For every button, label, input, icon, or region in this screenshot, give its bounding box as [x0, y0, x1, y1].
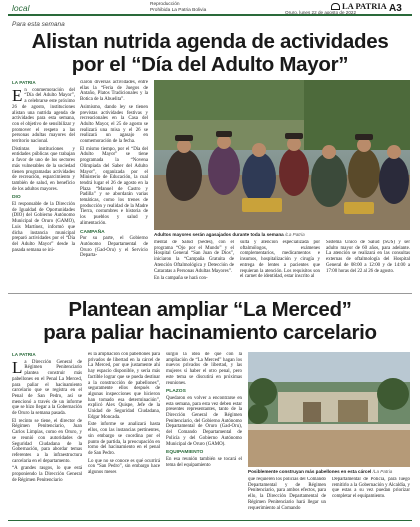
story1-dropcap: E [12, 85, 23, 105]
story2-column-5: Departamental de Policía, para luego remitirlo a la Gobernación y Alcaldía, y que estas a su vez puedan priorizar completar el equipamiento. [332, 477, 410, 500]
story2-headline-line2: para paliar hacinamiento carcelario [43, 321, 377, 344]
story1-column-4: sulta y atención especializada por oftalmólogos, exámenes complementarios, medicamentos e insumos, hospitalización y cirugía y entrega de lentes a pacientes que requieran la atención. Los requisitos son el carnet de identidad, estar inscrito al [240, 240, 320, 280]
story1-headline-line1: Alistan nutrida agenda de actividades [31, 30, 389, 53]
story2-column-3: surgió la idea de que con la ampliación de “La Merced” hagan los nuevos privados de libertad, y las mujeres sí haber el otro penal, pero este tema se discutirá en próximas reuniones. PLAZOS Quedaron en volver a encontrarse en esta semana, para esta vez deben estar presentes representantes, tanto de la Dirección General de Régimen Penitenciario, del Gobierno Autónomo Departamental de Oruro (Gad-Oru), del Comando Departamental de Policía y del Gobierno Autónomo Municipal de Oruro (GAMO). EQUIPAMIENTO En esa reunión también se tocará el tema del equipamiento [166, 352, 242, 468]
story2-subhead-equipamiento: EQUIPAMIENTO [166, 450, 204, 456]
masthead-mark-icon [331, 3, 340, 10]
masthead-logo: LA PATRIA [331, 1, 387, 11]
story-divider [8, 293, 412, 294]
story1-column-5: Sistema Único de Salud (SUS) y ser adulto mayor de 60 años, para adelante. La atención se realizará en las consultas externas de oftalmología del Hospital General de 08:00 a 12:00 y de 14:00 a 17:00 horas del 22 al 26 de agosto. [326, 240, 410, 274]
story2-photo-caption: Posiblemente construyan más pabellones en esta cárcel /La Patria [248, 469, 393, 474]
reproduction-notice: Reproducción Prohibida La Patria Bolivia [150, 2, 207, 13]
story1-column-2: ciaron diversas actividades, entre ellas la “Feria de Juegos de Antaño, Platos Tradicionales y la Botica de la Abuelita”. Asimismo, dando ley se tienen previstas actividades festivas y recreacionales en la Casa del Adulto Mayor, el 25 de agosto se realizará una misa y el 26 se realizará un agasajo en conmemoración de la fecha. El mismo tiempo, por el “Día del Adulto Mayor” se tiene programada la “Novena Olimpiada del Saber del Adulto Mayor”, organizada por el Ministerio de Educación, la cual tendrá lugar el 26 de agosto en la Plaza “Manuel de Castro y Padilla” y se abordarán varias temáticas, como los trenes de producción y realidad de la Madre Tierra, costumbres e historia de los pueblos y salud y alimentación. CAMPAÑA Por su parte, el Gobierno Autónomo Departamental de Oruro (Gad-Oru) y el Servicio Departa- [80, 80, 148, 259]
story1-subhead-campana: CAMPAÑA [80, 229, 105, 235]
story2-column-4: que requieren los policías del Comando Departamental y de Régimen Penitenciario, para ambos efectos, para ello, la Dirección Departamental de Régimen Penitenciario hará llegar un requerimiento al Comando [248, 477, 326, 511]
story1-subhead-dio: DIO [12, 195, 21, 201]
story2-subhead-plazos: PLAZOS [166, 389, 186, 395]
issue-date: Oruro, lunes 22 de agosto de 2022 [285, 10, 356, 15]
bottom-rule [8, 520, 412, 521]
story2-column-2: es la ampliación con pabellones para privados de libertad en la cárcel de La Merced, por que justamente ahí hay espacio disponible, y sería más factible lograr que se pueda destinar a la construcción de pabellones”, seguramente ellos después de algunas inspecciones que hicieron han tomado esa determinación”, explicó Alex Quispe, Jefe de la Unidad de Seguridad Ciudadana, Edgar Moncada. Este informe se analizará hasta ellos, con las instancias pertinentes, sin embargo se coordina por el punto de partida, la preocupación en torno del hacinamiento en el penal de San Pedro. Lo que no se conoce es qué ocurrirá con “San Pedro”, sin embargo hace algunos meses [88, 352, 160, 476]
story2-byline: LA PATRIA [12, 352, 36, 357]
story1-kicker: Para esta semana [12, 21, 65, 28]
top-rule [8, 14, 412, 16]
story2-column-1: LA PATRIA L a Dirección General de Régimen Penitenciario plantea construir más pabellones en el Penal La Merced, para paliar el hacinamiento carcelario que se registra en el Penal de San Pedro, así se mencionó a través de un informe que se hizo llegar a la Gobernación de Oruro la semana pasada. El recinto se tiene, el director de Régimen Penitenciario, Juan Carlos Limpias, como en Oruro, y se reunió con autoridades de Seguridad Ciudadana de la Gobernación, para abordar temas referentes a la infraestructura carcelaria en el departamento. “A grandes rasgos, lo que está proponiendo la Dirección General de Régimen Penitenciario [12, 352, 82, 483]
story1-column-3: mental de Salud (Sedes), con el programa “Ojo por el Mundo” y el Hospital General “San Juan de Dios”, iniciaron la “Campaña Gratuita de Atención Oftalmológica y Detección de Cataratas a Personas Adultas Mayores”. En la campaña se hará con- [154, 240, 234, 282]
story1-photo [154, 80, 410, 230]
story1-photo-caption: Adultos mayores serán agasajados durante toda la semana /La Patria [154, 232, 305, 237]
story1-byline: LA PATRIA [12, 80, 36, 85]
story2-photo [248, 352, 410, 467]
story2-headline-line1: Plantean ampliar “La Merced” [68, 298, 352, 321]
page-number: A3 [389, 3, 402, 14]
story1-column-1: LA PATRIA E n conmemoración del “Día del Adulto Mayor”, a celebrarse este próximo 26 de agosto, instituciones alistan una nutrida agenda de actividades para esta semana, con el objetivo de sensibilizar y promover el respeto a las personas adultas mayores del territorio nacional. Distintas instituciones y entidades públicas que trabajan a favor de uno de los sectores más vulnerables de la sociedad tienen programadas actividades de recreación, esparcimiento y también de salud, en beneficio de los adultos mayores. DIO El responsable de la Dirección de Igualdad de Oportunidades (DIO) del Gobierno Autónomo Municipal de Oruro (GAMO), Luis Martínez, informó que dicha instancia municipal preparó actividades por el “Día del Adulto Mayor” desde la pasada semana se ini- [12, 80, 75, 253]
story2-dropcap: L [12, 357, 23, 377]
section-label: local [12, 3, 30, 13]
story1-headline-line2: por el “Día del Adulto Mayor” [71, 53, 349, 76]
